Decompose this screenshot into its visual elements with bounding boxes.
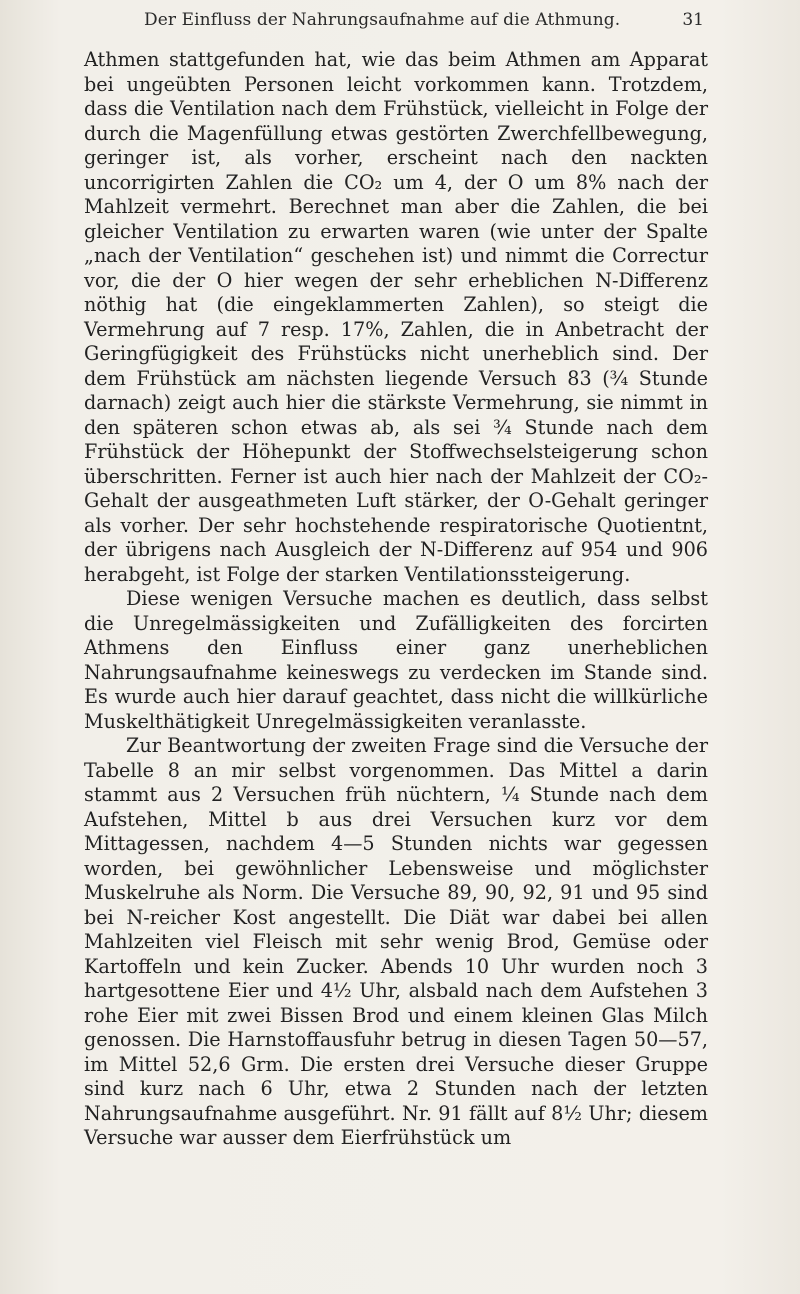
paragraph-1: Athmen stattgefunden hat, wie das beim Athmen am Apparat bei ungeübten Personen leicht vorkommen kann. Trotzdem, dass die Ventilation nach dem Frühstück, vielleicht in Folge der durch die Magenfüllung etwas gestörten Zwerchfellbewegung, geringer ist, als vorher, erscheint nach den nackten uncorrigirten Zahlen die CO₂ um 4, der O um 8% nach der Mahlzeit vermehrt. Berechnet man aber die Zahlen, die bei gleicher Ventilation zu erwarten waren (wie unter der Spalte „nach der Ventilation“ geschehen ist) und nimmt die Correctur vor, die der O hier wegen der sehr erheblichen N-Differenz nöthig hat (die eingeklammerten Zahlen), so steigt die Vermehrung auf 7 resp. 17%, Zahlen, die in Anbetracht der Geringfügigkeit des Frühstücks nicht unerheblich sind. Der dem Frühstück am nächsten liegende Versuch 83 (¾ Stunde darnach) zeigt auch hier die stärkste Vermehrung, sie nimmt in den späteren schon etwas ab, als sei ¾ Stunde nach dem Frühstück der Höhepunkt der Stoffwechselsteigerung schon überschritten. Ferner ist auch hier nach der Mahlzeit der CO₂-Gehalt der ausgeathmeten Luft stärker, der O-Gehalt geringer als vorher. Der sehr hochstehende respiratorische Quotientnt, der übrigens nach Ausgleich der N-Differenz auf 954 und 906 herabgeht, ist Folge der starken Ventilationssteigerung.: [84, 48, 708, 586]
paragraph-2: Diese wenigen Versuche machen es deutlich, dass selbst die Unregelmässigkeiten und Zufälligkeiten des forcirten Athmens den Einfluss einer ganz unerheblichen Nahrungsaufnahme keineswegs zu verdecken im Stande sind. Es wurde auch hier darauf geachtet, dass nicht die willkürliche Muskelthätigkeit Unregelmässigkeiten veranlasste.: [84, 587, 708, 733]
paragraph-3: Zur Beantwortung der zweiten Frage sind die Versuche der Tabelle 8 an mir selbst vorgenommen. Das Mittel a darin stammt aus 2 Versuchen früh nüchtern, ¼ Stunde nach dem Aufstehen, Mittel b aus drei Versuchen kurz vor dem Mittagessen, nachdem 4—5 Stunden nichts war gegessen worden, bei gewöhnlicher Lebensweise und möglichster Muskelruhe als Norm. Die Versuche 89, 90, 92, 91 und 95 sind bei N-reicher Kost angestellt. Die Diät war dabei bei allen Mahlzeiten viel Fleisch mit sehr wenig Brod, Gemüse oder Kartoffeln und kein Zucker. Abends 10 Uhr wurden noch 3 hartgesottene Eier und 4½ Uhr, alsbald nach dem Aufstehen 3 rohe Eier mit zwei Bissen Brod und einem kleinen Glas Milch genossen. Die Harnstoffausfuhr betrug in diesen Tagen 50—57, im Mittel 52,6 Grm. Die ersten drei Versuche dieser Gruppe sind kurz nach 6 Uhr, etwa 2 Stunden nach der letzten Nahrungsaufnahme ausgeführt. Nr. 91 fällt auf 8½ Uhr; diesem Versuche war ausser dem Eierfrühstück um: [84, 734, 708, 1149]
body-text: [84, 48, 708, 1151]
page-header: [84, 10, 704, 36]
running-head: Der Einfluss der Nahrungsaufnahme auf die Athmung.: [144, 10, 621, 30]
page-number: 31: [682, 10, 704, 30]
